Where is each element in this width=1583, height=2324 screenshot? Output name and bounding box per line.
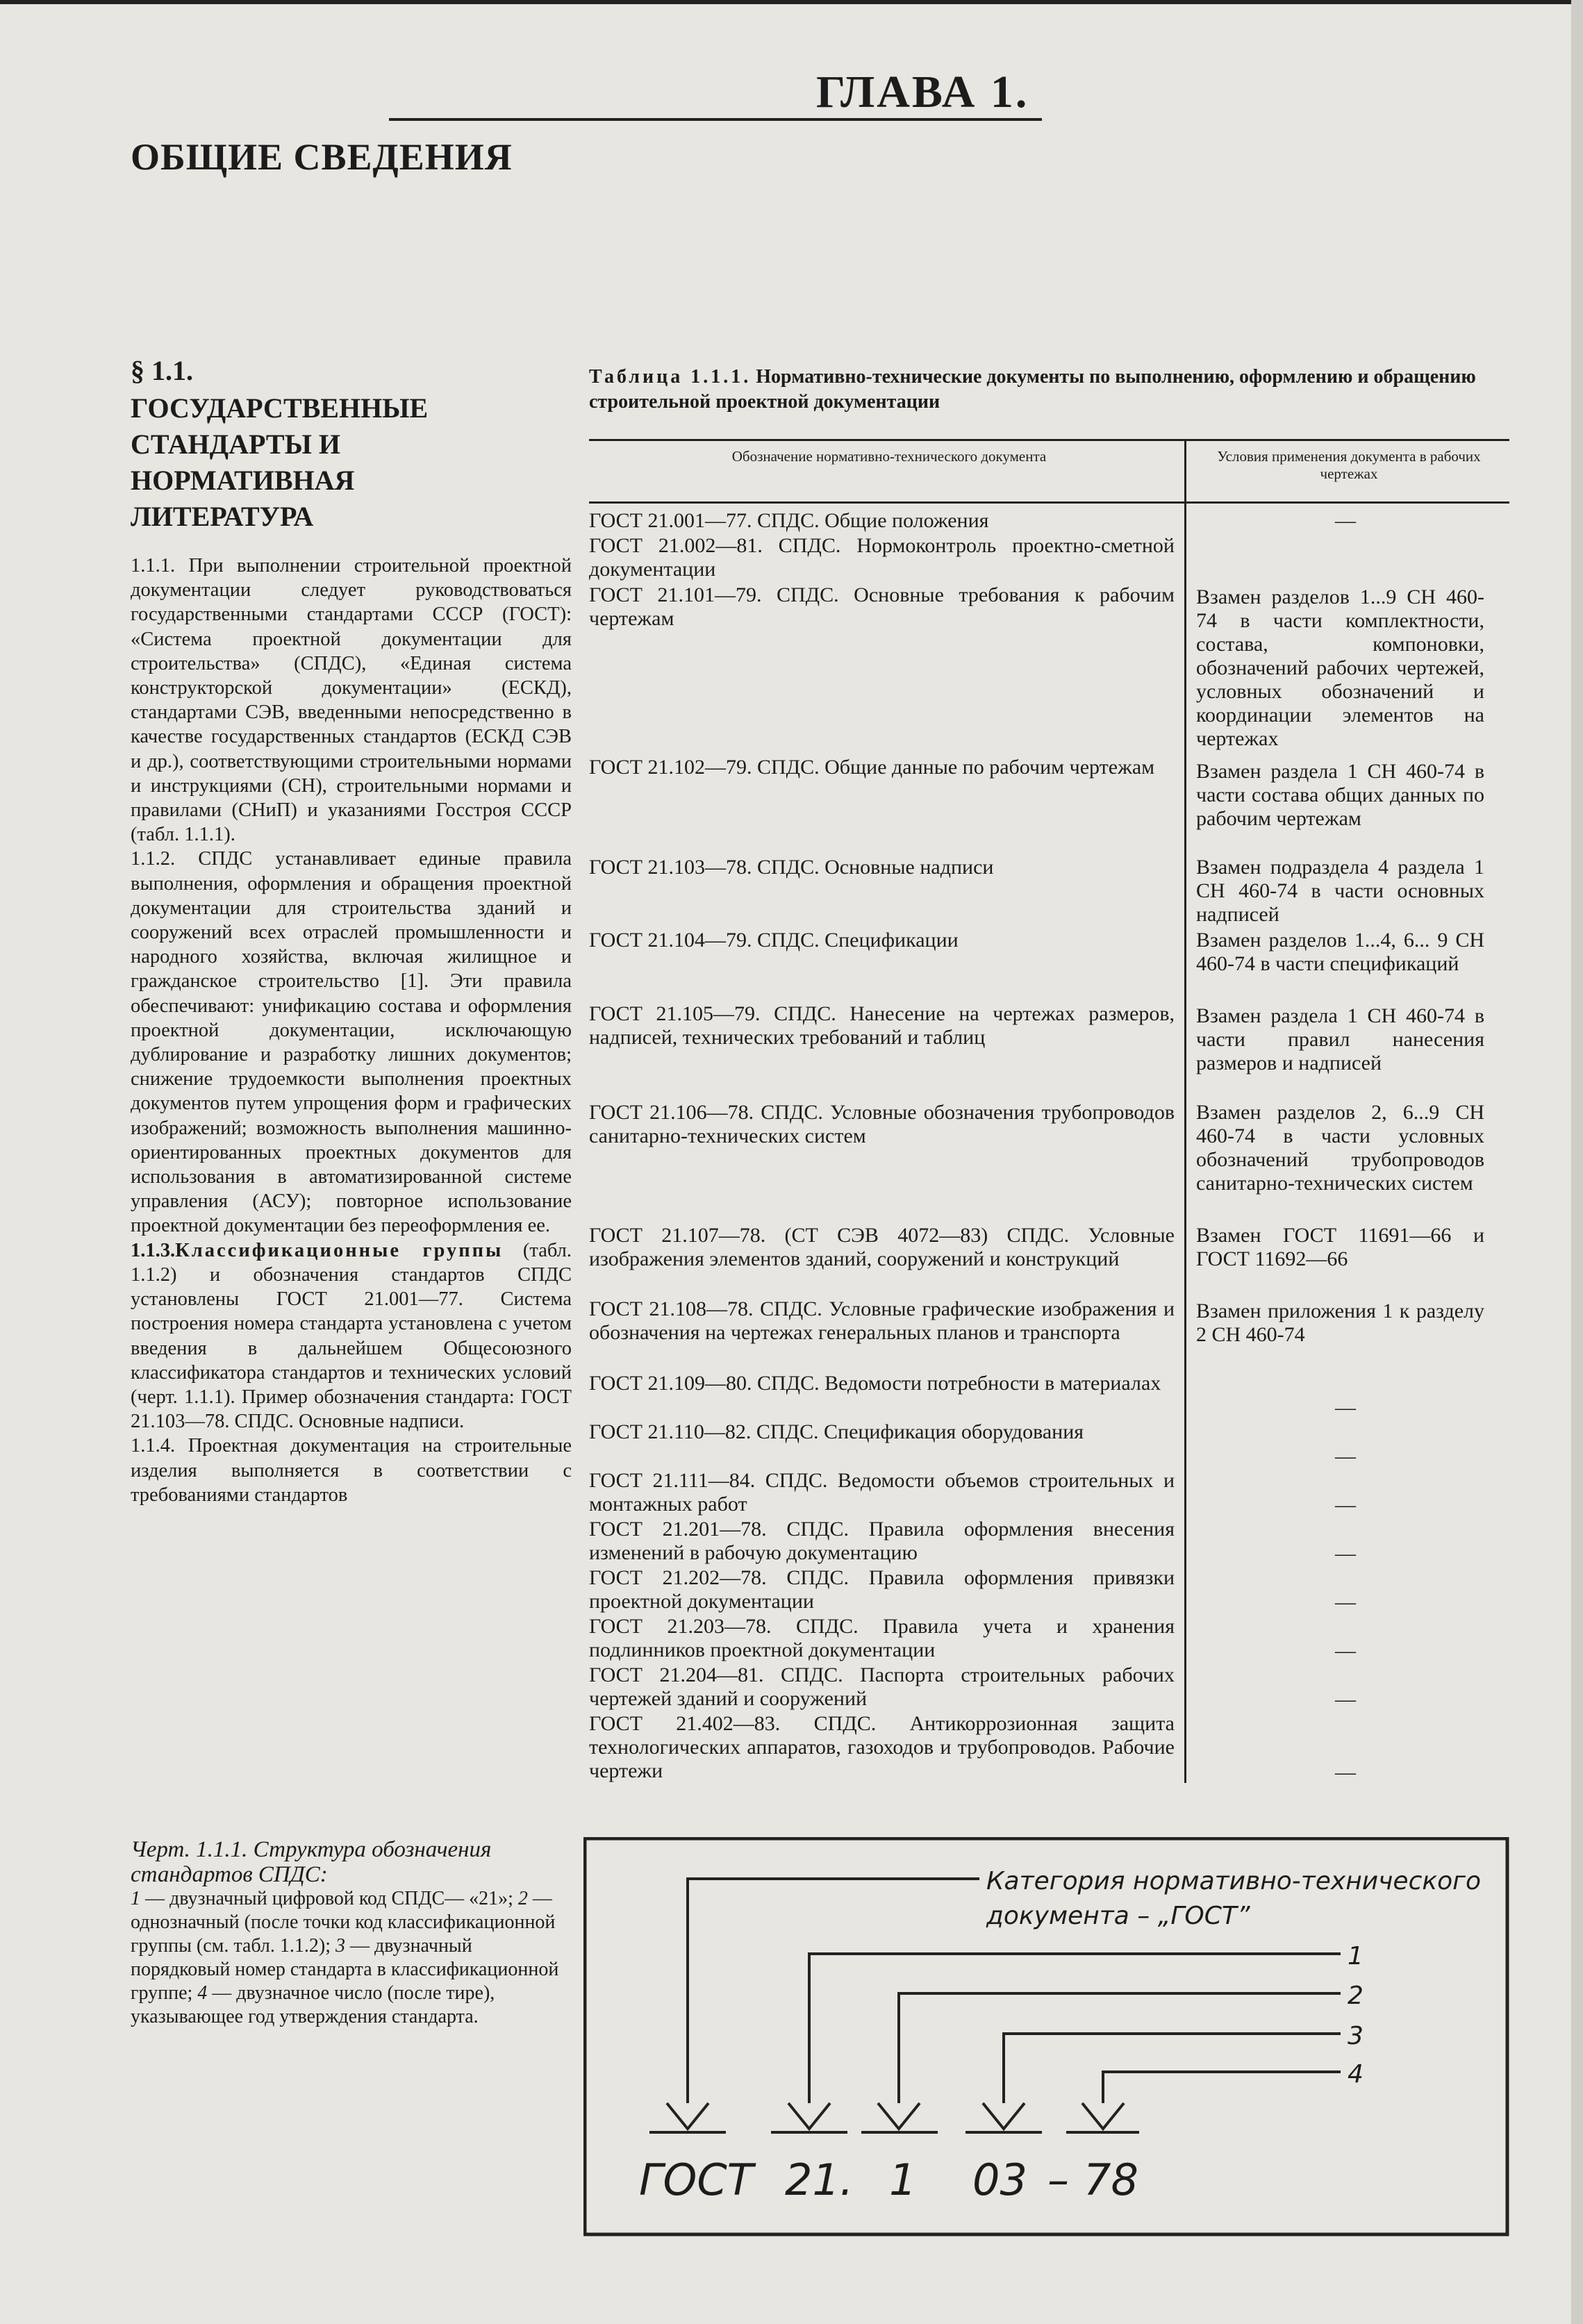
diagram-arrows bbox=[649, 2103, 1139, 2132]
table-cell-doc: ГОСТ 21.202—78. СПДС. Правила оформления привязки проектной документации bbox=[589, 1566, 1175, 1613]
table-cell-cond: Взамен подраздела 4 раздела 1 СН 460-74 в части основных надписей bbox=[1196, 856, 1484, 926]
legend-text: — двузначное число (после тире), указывающее год утверждения стандарта. bbox=[131, 1982, 495, 2027]
table-cell-cond: — bbox=[1335, 1396, 1356, 1419]
gost-structure-diagram bbox=[583, 1837, 1511, 2236]
spaced-term: Классификационные группы bbox=[175, 1239, 504, 1261]
table-cell-cond: Взамен разделов 1...9 СН 460-74 в части комплектности, состава, компоновки, обозначений рабочих чертежей, условных обозначений и координации элементов на чертежах bbox=[1196, 586, 1484, 750]
diagram-label-line1: Категория нормативно-технического bbox=[986, 1867, 1482, 1895]
code-21: 21. bbox=[785, 2155, 854, 2205]
table-cell-doc: ГОСТ 21.111—84. СПДС. Ведомости объемов строительных и монтажных работ bbox=[589, 1469, 1175, 1516]
figure-caption bbox=[131, 1837, 568, 2029]
paragraph-text: (табл. 1.1.2) и обозначения стандартов СПДС установлены ГОСТ 21.001—77. Система построения номера стандарта установлена с учетом введения в дальнейшем Общесоюзного классификатора стандартов и технических условий (черт. 1.1.1). Пример обозначения стандарта: ГОСТ 21.103—78. СПДС. Основные надписи. bbox=[131, 1239, 572, 1433]
paragraph-1-1-2: 1.1.2. СПДС устанавливает единые правила выполнения, оформления и обращения проектной документации для строительства зданий и сооружений всех отраслей промышленности и народного хозяйства, включая жилищное и гражданское строительство [1]. Эти правила обеспечивают: унификацию состава и оформления проектной документации, исключающую дублирование и разработку лишних документов; снижение трудоемкости выполнения проектных документов путем упрощения форм и графических изображений; возможность выполнения машинно-ориентированных проектных документов для использования в автоматизированной системе управления (АСУ); повторное использование проектной документации без переоформления ее. bbox=[131, 848, 572, 1237]
table-cell-cond: — bbox=[1335, 509, 1356, 532]
table-cell-cond: — bbox=[1335, 1493, 1356, 1516]
diagram-num-1: 1 bbox=[1348, 1942, 1364, 1970]
table-cell-doc: ГОСТ 21.001—77. СПДС. Общие положения bbox=[589, 509, 989, 532]
table-cell-cond: Взамен ГОСТ 11691—66 и ГОСТ 11692—66 bbox=[1196, 1224, 1484, 1270]
code-03: 03 bbox=[972, 2155, 1027, 2205]
table-cell-cond: — bbox=[1335, 1688, 1356, 1711]
table-cell-doc: ГОСТ 21.107—78. (СТ СЭВ 4072—83) СПДС. Условные изображения элементов зданий, сооружений и конструкций bbox=[589, 1224, 1175, 1270]
figure-caption-legend bbox=[131, 1887, 568, 2029]
table-caption bbox=[589, 365, 1509, 415]
chapter-rule bbox=[389, 118, 1042, 121]
body-text bbox=[131, 554, 572, 1507]
paragraph-number: 1.1.3. bbox=[131, 1239, 176, 1261]
section-number: § 1.1. bbox=[131, 355, 193, 386]
legend-text: — однозначный (после точки код классификационной группы (см. табл. 1.1.2); bbox=[131, 1888, 556, 1957]
part-title: ОБЩИЕ СВЕДЕНИЯ bbox=[131, 136, 513, 178]
table-column-divider bbox=[1184, 439, 1186, 1783]
table-top-rule bbox=[589, 439, 1509, 441]
table-cell-doc: ГОСТ 21.402—83. СПДС. Антикоррозионная защита технологических аппаратов, газоходов и трубопроводов. Рабочие чертежи bbox=[589, 1712, 1175, 1782]
table-cell-cond: Взамен разделов 2, 6...9 СН 460-74 в части условных обозначений трубопроводов санитарно-технических систем bbox=[1196, 1101, 1484, 1195]
table-cell-cond: — bbox=[1335, 1445, 1356, 1468]
table-header-rule bbox=[589, 501, 1509, 504]
table-cell-doc: ГОСТ 21.102—79. СПДС. Общие данные по рабочим чертежам bbox=[589, 756, 1155, 779]
code-gost: ГОСТ bbox=[639, 2155, 754, 2205]
legend-num: 4 bbox=[197, 1982, 208, 2004]
paragraph-1-1-4: 1.1.4. Проектная документация на строительные изделия выполняется в соответствии с требованиями стандартов bbox=[131, 1435, 572, 1506]
table-cell-doc: ГОСТ 21.109—80. СПДС. Ведомости потребности в материалах bbox=[589, 1372, 1161, 1395]
table-caption-lead: Таблица 1.1.1. bbox=[589, 366, 752, 388]
legend-text: — двузначный порядковый номер стандарта в классификационной группе; bbox=[131, 1935, 559, 2004]
legend-num: 3 bbox=[335, 1935, 345, 1957]
table-cell-doc: ГОСТ 21.104—79. СПДС. Спецификации bbox=[589, 929, 959, 952]
table-cell-doc: ГОСТ 21.110—82. СПДС. Спецификация оборудования bbox=[589, 1420, 1084, 1443]
table-caption-text: Нормативно-технические документы по выполнению, оформлению и обращению строительной проектной документации bbox=[589, 366, 1476, 413]
diagram-num-4: 4 bbox=[1348, 2060, 1364, 2089]
code-78: 78 bbox=[1084, 2155, 1138, 2205]
diagram-num-2: 2 bbox=[1348, 1982, 1364, 2010]
table-cell-cond: — bbox=[1335, 1542, 1356, 1565]
table-header-designation: Обозначение нормативно-технического документа bbox=[731, 448, 1047, 465]
table-cell-doc: ГОСТ 21.106—78. СПДС. Условные обозначения трубопроводов санитарно-технических систем bbox=[589, 1101, 1175, 1147]
table-cell-cond: Взамен раздела 1 СН 460-74 в части правил нанесения размеров и надписей bbox=[1196, 1004, 1484, 1074]
table-cell-cond: — bbox=[1335, 1761, 1356, 1784]
legend-num: 2 bbox=[517, 1888, 528, 1909]
code-1: 1 bbox=[889, 2155, 917, 2205]
legend-text: — двузначный цифровой код СПДС— «21»; bbox=[140, 1888, 518, 1909]
legend-num: 1 bbox=[131, 1888, 140, 1909]
diagram-label-line2: документа – „ГОСТ” bbox=[986, 1902, 1250, 1930]
table-header-conditions: Условия применения документа в рабочих чертежах bbox=[1217, 448, 1481, 482]
top-border bbox=[0, 0, 1583, 4]
table-cell-doc: ГОСТ 21.103—78. СПДС. Основные надписи bbox=[589, 856, 994, 879]
table-cell-doc: ГОСТ 21.101—79. СПДС. Основные требования к рабочим чертежам bbox=[589, 583, 1175, 630]
table-cell-cond: — bbox=[1335, 1591, 1356, 1613]
table-cell-cond: Взамен раздела 1 СН 460-74 в части состава общих данных по рабочим чертежам bbox=[1196, 760, 1484, 830]
figure-caption-title: Черт. 1.1.1. Структура обозначения стандартов СПДС: bbox=[131, 1837, 492, 1887]
paragraph-1-1-3 bbox=[131, 1238, 572, 1434]
table-cell-doc: ГОСТ 21.204—81. СПДС. Паспорта строительных рабочих чертежей зданий и сооружений bbox=[589, 1663, 1175, 1710]
table-cell-cond: — bbox=[1335, 1639, 1356, 1662]
table-cell-doc: ГОСТ 21.105—79. СПДС. Нанесение на чертежах размеров, надписей, технических требований и таблиц bbox=[589, 1002, 1175, 1049]
table-cell-doc: ГОСТ 21.201—78. СПДС. Правила оформления внесения изменений в рабочую документацию bbox=[589, 1518, 1175, 1564]
paragraph-1-1-1: 1.1.1. При выполнении строительной проектной документации следует руководствоваться государственными стандартами СССР (ГОСТ): «Система проектной документации для строительства» (СПДС), «Единая система конструкторской документации» (ЕСКД), стандартами СЭВ, введенными непосредственно в качестве государственных стандартов (ЕСКД СЭВ и др.), соответствующими строительными нормами и инструкциями (СН), строительными нормами и правилами (СНиП) и указаниями Госстроя СССР (табл. 1.1.1). bbox=[131, 555, 572, 846]
section-title: ГОСУДАРСТВЕННЫЕ СТАНДАРТЫ И НОРМАТИВНАЯ ЛИТЕРАТУРА bbox=[131, 392, 429, 532]
table-cell-doc: ГОСТ 21.002—81. СПДС. Нормоконтроль проектно-сметной документации bbox=[589, 534, 1175, 581]
table-cell-doc: ГОСТ 21.203—78. СПДС. Правила учета и хранения подлинников проектной документации bbox=[589, 1615, 1175, 1661]
page-edge-shadow bbox=[1571, 0, 1583, 2324]
chapter-heading: ГЛАВА 1. bbox=[816, 67, 1029, 117]
diagram-num-3: 3 bbox=[1348, 2022, 1364, 2050]
table-cell-cond: Взамен разделов 1...4, 6... 9 СН 460-74 в части спецификаций bbox=[1196, 929, 1484, 975]
table-cell-doc: ГОСТ 21.108—78. СПДС. Условные графические изображения и обозначения на чертежах генеральных планов и транспорта bbox=[589, 1297, 1175, 1344]
code-dash: – bbox=[1047, 2155, 1069, 2205]
table-cell-cond: Взамен приложения 1 к разделу 2 СН 460-74 bbox=[1196, 1300, 1484, 1346]
